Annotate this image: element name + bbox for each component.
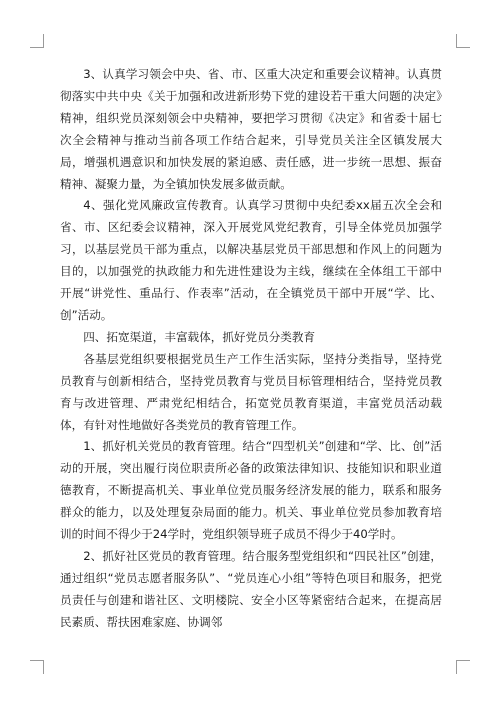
paragraph-classified-education: 各基层党组织要根据党员生产工作生活实际，坚持分类指导，坚持党员教育与创新相结合，坚持党员教育与党员目标管理相结合，坚持党员教育与改进管理、严肃党纪相结合，拓宽党员教育渠道，丰富党员活动载体，有针对性地做好各类党员的教育管理工作。 xyxy=(60,351,442,432)
section-heading-4: 四、拓宽渠道，丰富载体，抓好党员分类教育 xyxy=(83,329,316,344)
document-body xyxy=(60,64,442,634)
crop-mark-bottom-right xyxy=(456,660,470,674)
paragraph-item-1-agency-members: 1、抓好机关党员的教育管理。结合“四型机关”创建和“学、比、创”活动的开展，突出履行岗位职责所必备的政策法律知识、技能知识和职业道德教育，不断提高机关、事业单位党员服务经济发展的能力，联系和服务群众的能力，以及处理复杂局面的能力。机关、事业单位党员参加教育培训的时间不得少于24学时，党组织领导班子成员不得少于40学时。 xyxy=(60,439,442,542)
paragraph-item-3-study-decisions: 3、认真学习领会中央、省、市、区重大决定和重要会议精神。认真贯彻落实中共中央《关于加强和改进新形势下党的建设若干重大问题的决定》精神，组织党员深刻领会中央精神，要把学习贯彻《决定》和省委十届七次全会精神与推动当前各项工作结合起来，引导党员关注全区镇发展大局，增强机遇意识和加快发展的紧迫感、责任感，进一步统一思想、振奋精神、凝聚力量，为全镇加快发展多做贡献。 xyxy=(60,67,442,191)
crop-mark-top-right xyxy=(456,34,470,48)
paragraph-item-2-community-members: 2、抓好社区党员的教育管理。结合服务型党组织和“四民社区”创建，通过组织“党员志愿者服务队”、“党员连心小组”等特色项目和服务，把党员责任与创建和谐社区、文明楼院、安全小区等紧密结合起来，在提高居民素质、帮扶困难家庭、协调邻 xyxy=(60,548,442,629)
crop-mark-top-left xyxy=(30,34,44,48)
crop-mark-bottom-left xyxy=(30,660,44,674)
paragraph-item-4-integrity-education: 4、强化党风廉政宣传教育。认真学习贯彻中央纪委xx届五次全会和省、市、区纪委会议精神，深入开展党风党纪教育，引导全体党员加强学习，以基层党员干部为重点，以解决基层党员干部思想和作风上的问题为目的，以加强党的执政能力和先进性建设为主线，继续在全体组工干部中开展“讲党性、重品行、作表率”活动，在全镇党员干部中开展“学、比、创”活动。 xyxy=(60,198,442,322)
